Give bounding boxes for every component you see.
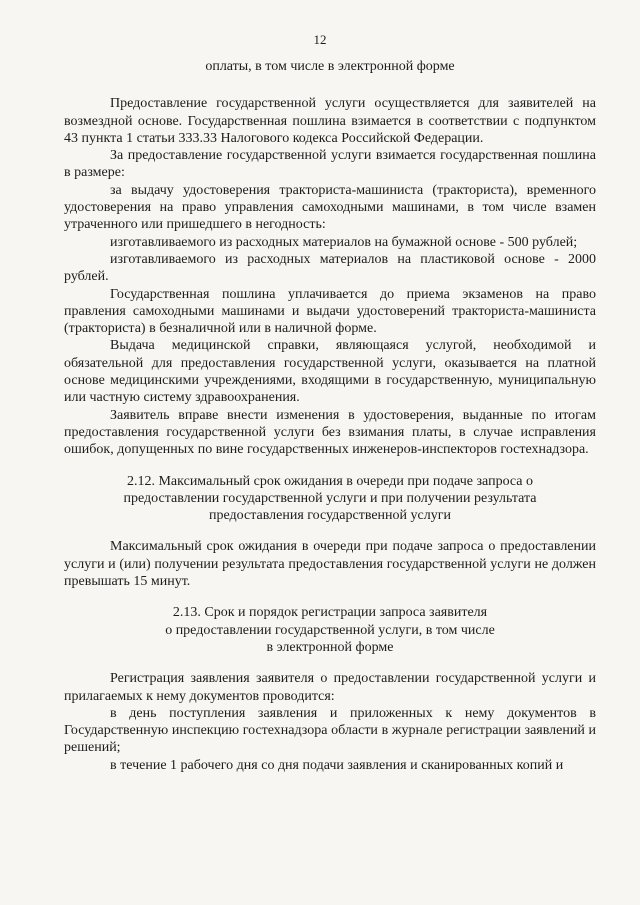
section-2-12 [64,473,596,591]
section-heading-line: предоставлении государственной услуги и при получении результата [123,490,537,506]
paragraph: Регистрация заявления заявителя о предоставлении государственной услуги и прилагаемых к нему документов проводится: [64,671,596,704]
paragraph: За предоставление государственной услуги взимается государственная пошлина в размере: [64,148,596,181]
section-heading-line: в электронной форме [266,639,394,655]
paragraph: в день поступления заявления и приложенных к нему документов в Государственную инспекцию гостехнадзора области в журнале регистрации заявлений и решений; [64,705,596,756]
section-heading-line: 2.12. Максимальный срок ожидания в очереди при подаче запроса о [126,473,534,489]
paragraph: изготавливаемого из расходных материалов на бумажной основе - 500 рублей; [110,234,578,250]
paragraph: Выдача медицинской справки, являющаяся услугой, необходимой и обязательной для предоставления государственной услуги, оказывается на платной основе медицинскими учреждениями, входящими в государственную, муниципальную или частную систему здравоохранения. [64,338,596,406]
section-fee [64,95,596,458]
section-2-13 [64,604,596,774]
section-heading-line: о предоставлении государственной услуги, в том числе [165,622,495,638]
paragraph: в течение 1 рабочего дня со дня подачи заявления и сканированных копий и [110,757,564,773]
paragraph: Заявитель вправе внести изменения в удостоверения, выданные по итогам предоставления государственной услуги без взимания платы, в случае исправления ошибок, допущенных по вине государственных инженеров-инспекторов гостехнадзора. [64,407,596,458]
paragraph: изготавливаемого из расходных материалов на пластиковой основе - 2000 рублей. [64,251,596,285]
paragraph: Предоставление государственной услуги осуществляется для заявителей на возмездной основе. Государственная пошлина взимается в соответствии с подпунктом 43 пункта 1 статьи 333.33 Налогового кодекса Российской Федерации. [64,96,596,146]
paragraph: Максимальный срок ожидания в очереди при подаче запроса о предоставлении услуги и (или) получении результата предоставления государственной услуги не должен превышать 15 минут. [64,539,596,590]
page-number: 12 [313,32,327,47]
section-heading-line: 2.13. Срок и порядок регистрации запроса заявителя [172,605,488,621]
document-body [64,58,596,774]
paragraph: Государственная пошлина уплачивается до приема экзаменов на право правления самоходными машинами и выдачи удостоверений тракториста-машиниста (тракториста) в безналичной или в наличной форме. [64,286,596,337]
continuation-line: оплаты, в том числе в электронной форме [205,59,455,74]
section-heading-line: предоставления государственной услуги [209,508,451,524]
paragraph: за выдачу удостоверения тракториста-машиниста (тракториста), временного удостоверения на право управления самоходными машинами, в том числе взамен утраченного или пришедшего в негодность: [64,182,596,233]
